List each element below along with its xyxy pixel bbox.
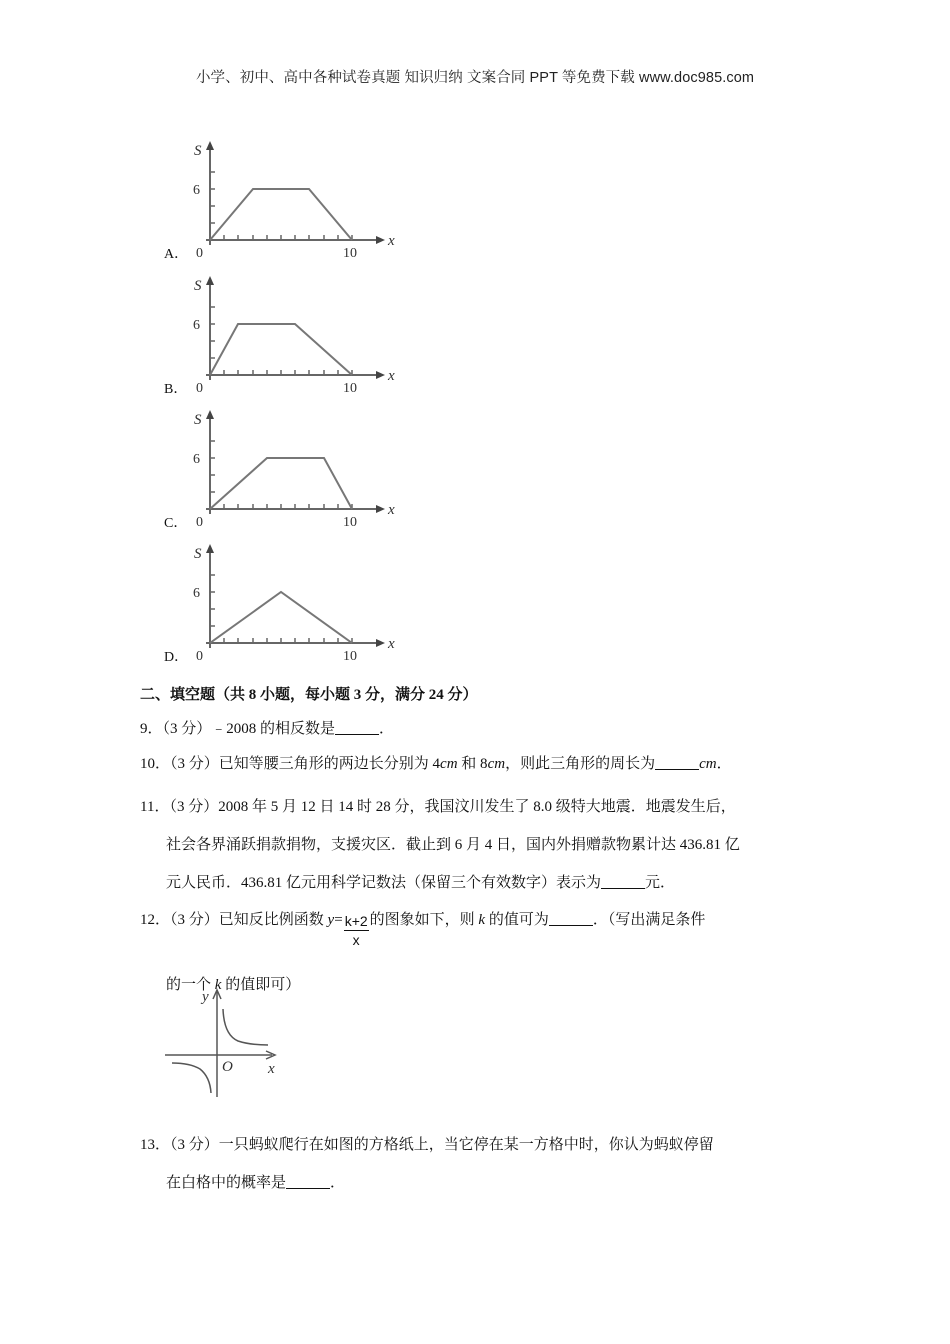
svg-text:y: y: [202, 989, 209, 1005]
chart-option-a: [188, 135, 408, 265]
svg-text:S: S: [194, 278, 202, 294]
svg-text:S: S: [194, 143, 202, 159]
answer-blank[interactable]: [549, 911, 593, 926]
svg-text:6: 6: [193, 452, 200, 467]
option-label: B．: [164, 382, 188, 397]
question-10: 10．（3 分）已知等腰三角形的两边长分别为 4cm 和 8cm，则此三角形的周长为 cm．: [140, 756, 732, 772]
question-9: 9．（3 分）﹣2008 的相反数是 ．: [140, 721, 395, 737]
svg-text:10: 10: [343, 649, 357, 664]
question-13: 13．（3 分）一只蚂蚁爬行在如图的方格纸上，当它停在某一方格中时，你认为蚂蚁停留 在白格中的概率是 ．: [140, 1137, 714, 1191]
option-label: C．: [164, 516, 188, 531]
svg-text:6: 6: [193, 183, 200, 198]
svg-text:x: x: [388, 502, 395, 518]
svg-text:0: 0: [196, 246, 203, 261]
page-header-watermark: 小学、初中、高中各种试卷真题 知识归纳 文案合同 PPT 等免费下载 www.doc985.com: [195, 70, 755, 86]
svg-text:x: x: [388, 233, 395, 249]
option-d: [164, 538, 404, 668]
option-c: [164, 404, 404, 534]
chart-option-c: [188, 404, 408, 534]
series-line: [210, 324, 352, 375]
option-label: D．: [164, 650, 189, 665]
answer-blank[interactable]: [286, 1174, 330, 1189]
series-line: [210, 592, 352, 643]
svg-text:x: x: [388, 368, 395, 384]
question-11: 11．（3 分）2008 年 5 月 12 日 14 时 28 分，我国汶川发生了 8.0 级特大地震．地震发生后， 社会各界涌跃捐款捐物，支援灾区．截止到 6 月 4 日，国内外捐赠款物累计达 436.81 亿 元人民币．436.81 亿元用科学记数法（保留三个有效数字）表示为 元．: [140, 799, 740, 891]
answer-blank[interactable]: [335, 720, 379, 735]
section-title-fill-in-blank: 二、填空题（共 8 小题，每小题 3 分，满分 24 分）: [140, 687, 478, 703]
svg-text:x: x: [388, 636, 395, 652]
hyperbola-graph: [160, 985, 290, 1100]
option-a: [164, 135, 404, 265]
svg-text:10: 10: [343, 515, 357, 530]
answer-blank[interactable]: [655, 755, 699, 770]
hyperbola-branch-q1: [223, 1009, 268, 1045]
svg-text:6: 6: [193, 586, 200, 601]
svg-text:10: 10: [343, 246, 357, 261]
option-b: [164, 270, 404, 400]
svg-text:O: O: [222, 1059, 233, 1075]
svg-text:6: 6: [193, 318, 200, 333]
svg-text:0: 0: [196, 649, 203, 664]
fraction: $\frac{k+2}{x}$: [344, 913, 368, 948]
chart-option-b: [188, 270, 408, 400]
series-line: [210, 189, 352, 240]
svg-text:0: 0: [196, 515, 203, 530]
hyperbola-branch-q3: [172, 1063, 211, 1093]
svg-text:S: S: [194, 546, 202, 562]
chart-option-d: [188, 538, 408, 668]
svg-text:x: x: [268, 1061, 275, 1077]
svg-text:10: 10: [343, 381, 357, 396]
svg-text:0: 0: [196, 381, 203, 396]
series-line: [210, 458, 352, 509]
answer-blank[interactable]: [601, 874, 645, 889]
question-12: 12．（3 分）已知反比例函数 y= $\frac{k+2}{x}$ 的图象如下，则 k 的值可为 ．（写出满足条件 的一个 k 的值即可）: [140, 911, 706, 993]
option-label: A．: [164, 247, 189, 262]
svg-text:S: S: [194, 412, 202, 428]
